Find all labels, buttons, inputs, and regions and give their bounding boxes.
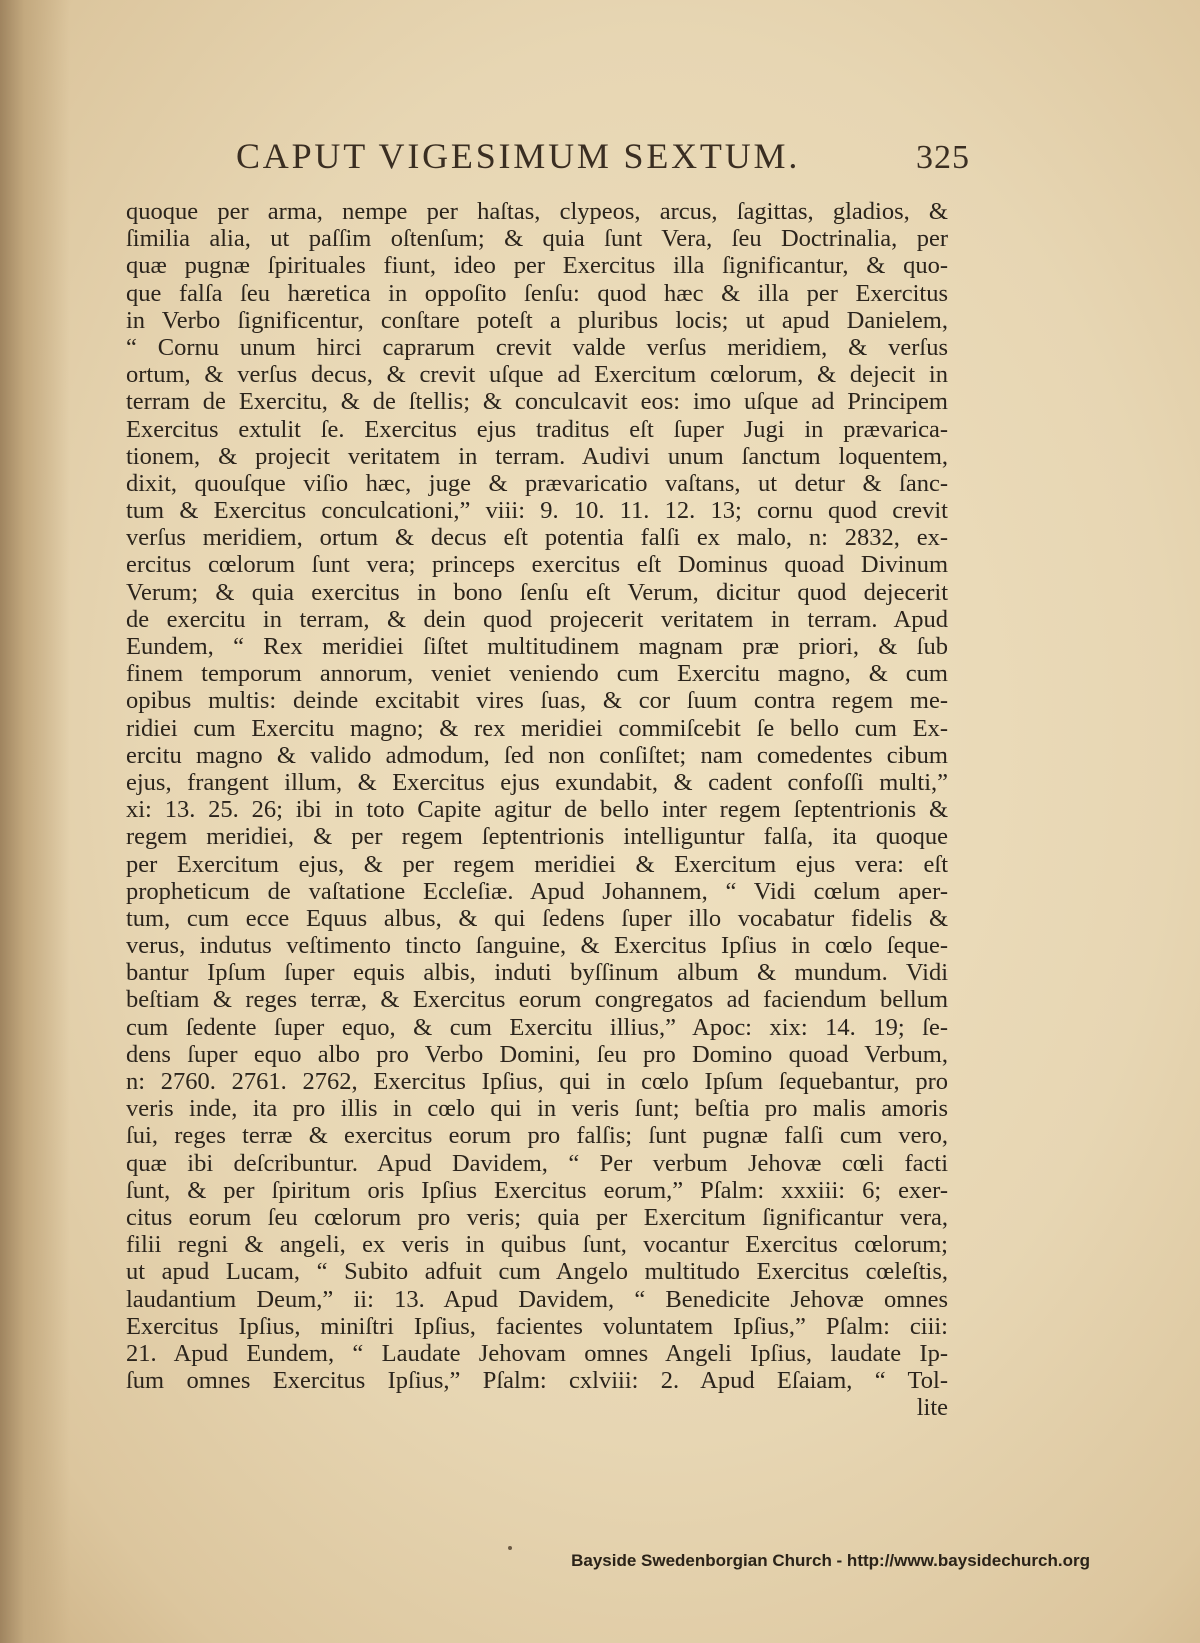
text-line: tionem, & projecit veritatem in terram. Audivi unum ſanctum loquentem,	[126, 442, 948, 470]
text-line: tum & Exercitus conculcationi,” viii: 9. 10. 11. 12. 13; cornu quod crevit	[126, 497, 948, 525]
text-line: Verum; & quia exercitus in bono ſenſu eſt Verum, dicitur quod dejecerit	[126, 578, 948, 606]
text-line: ſui, reges terræ & exercitus eorum pro falſis; ſunt pugnæ falſi cum vero,	[126, 1122, 948, 1150]
text-line: beſtiam & reges terræ, & Exercitus eorum congregatos ad faciendum bellum	[126, 986, 948, 1014]
text-line: xi: 13. 25. 26; ibi in toto Capite agitur de bello inter regem ſeptentrionis &	[126, 796, 948, 824]
text-line: ſimilia alia, ut paſſim oſtenſum; & quia ſunt Vera, ſeu Doctrinalia, per	[126, 225, 948, 253]
text-line: n: 2760. 2761. 2762, Exercitus Ipſius, qui in cœlo Ipſum ſequebantur, pro	[126, 1068, 948, 1095]
text-line: regem meridiei, & per regem ſeptentrionis intelliguntur falſa, ita quoque	[126, 823, 948, 851]
text-line: ejus, frangent illum, & Exercitus ejus exundabit, & cadent confoſſi multi,”	[126, 768, 948, 796]
text-line: “ Cornu unum hirci caprarum crevit valde verſus meridiem, & verſus	[126, 333, 948, 361]
text-line: ridiei cum Exercitu magno; & rex meridiei commiſcebit ſe bello cum Ex-	[126, 714, 948, 742]
text-line: laudantium Deum,” ii: 13. Apud Davidem, “ Benedicite Jehovæ omnes	[126, 1285, 948, 1313]
text-line: ercitus cœlorum ſunt vera; princeps exercitus eſt Dominus quoad Divinum	[126, 551, 948, 579]
text-line: per Exercitum ejus, & per regem meridiei & Exercitum ejus vera: eſt	[126, 850, 948, 878]
page-number: 325	[916, 139, 970, 176]
text-line: propheticum de vaſtatione Eccleſiæ. Apud Johannem, “ Vidi cœlum aper-	[126, 877, 948, 905]
text-line: opibus multis: deinde excitabit vires ſuas, & cor ſuum contra regem me-	[126, 687, 948, 715]
catchword: lite	[916, 1394, 948, 1422]
text-line: Exercitus Ipſius, miniſtri Ipſius, facientes voluntatem Ipſius,” Pſalm: ciii:	[126, 1312, 948, 1340]
ink-speck	[508, 1546, 512, 1550]
text-line: veris inde, ita pro illis in cœlo qui in veris ſunt; beſtia pro malis amoris	[126, 1095, 948, 1123]
text-line: Eundem, “ Rex meridiei ſiſtet multitudinem magnam præ priori, & ſub	[126, 633, 948, 660]
text-line: que falſa ſeu hæretica in oppoſito ſenſu: quod hæc & illa per Exercitus	[126, 279, 948, 307]
text-line: quæ ibi deſcribuntur. Apud Davidem, “ Per verbum Jehovæ cœli facti	[126, 1149, 948, 1177]
text-line: ortum, & verſus decus, & crevit uſque ad Exercitum cœlorum, & dejecit in	[126, 361, 948, 389]
text-line: quæ pugnæ ſpirituales fiunt, ideo per Exercitus illa ſignificantur, & quo-	[126, 252, 948, 280]
text-line: terram de Exercitu, & de ſtellis; & conculcavit eos: imo uſque ad Principem	[126, 388, 948, 416]
text-line: 21. Apud Eundem, “ Laudate Jehovam omnes Angeli Ipſius, laudate Ip-	[126, 1339, 948, 1367]
text-line: verſus meridiem, ortum & decus eſt potentia falſi ex malo, n: 2832, ex-	[126, 524, 948, 552]
text-line: in Verbo ſignificentur, conſtare poteſt a pluribus locis; ut apud Danielem,	[126, 306, 948, 334]
text-line: ſum omnes Exercitus Ipſius,” Pſalm: cxlviii: 2. Apud Eſaiam, “ Tol-	[126, 1367, 948, 1395]
text-line: dixit, quouſque viſio hæc, juge & prævaricatio vaſtans, ut detur & ſanc-	[126, 469, 948, 497]
binding-gutter-shadow	[0, 0, 70, 1643]
text-line: ercitu magno & valido admodum, ſed non conſiſtet; nam comedentes cibum	[126, 741, 948, 769]
text-line: Exercitus extulit ſe. Exercitus ejus traditus eſt ſuper Jugi in prævarica-	[126, 415, 948, 443]
body-text	[126, 198, 948, 1421]
text-line: de exercitu in terram, & dein quod projecerit veritatem in terram. Apud	[126, 605, 948, 633]
text-line: quoque per arma, nempe per haſtas, clypeos, arcus, ſagittas, gladios, &	[126, 198, 948, 225]
text-line: ut apud Lucam, “ Subito adfuit cum Angelo multitudo Exercitus cœleſtis,	[126, 1258, 948, 1286]
text-line: tum, cum ecce Equus albus, & qui ſedens ſuper illo vocabatur fidelis &	[126, 904, 948, 932]
running-title: CAPUT VIGESIMUM SEXTUM.	[236, 136, 801, 176]
text-line: dens ſuper equo albo pro Verbo Domini, ſeu pro Domino quoad Verbum,	[126, 1040, 948, 1068]
text-line: citus eorum ſeu cœlorum pro veris; quia per Exercitum ſignificantur vera,	[126, 1203, 948, 1231]
text-line: cum ſedente ſuper equo, & cum Exercitu illius,” Apoc: xix: 14. 19; ſe-	[126, 1013, 948, 1041]
footer-credit: Bayside Swedenborgian Church - http://www.baysidechurch.org	[571, 1551, 1090, 1570]
text-line: ſunt, & per ſpiritum oris Ipſius Exercitus eorum,” Pſalm: xxxiii: 6; exer-	[126, 1176, 948, 1204]
text-line: finem temporum annorum, veniet veniendo cum Exercitu magno, & cum	[126, 660, 948, 688]
text-line: verus, indutus veſtimento tincto ſanguine, & Exercitus Ipſius in cœlo ſeque-	[126, 932, 948, 960]
text-line: bantur Ipſum ſuper equis albis, induti byſſinum album & mundum. Vidi	[126, 959, 948, 987]
page-header	[236, 135, 970, 195]
text-line: filii regni & angeli, ex veris in quibus ſunt, vocantur Exercitus cœlorum;	[126, 1231, 948, 1259]
